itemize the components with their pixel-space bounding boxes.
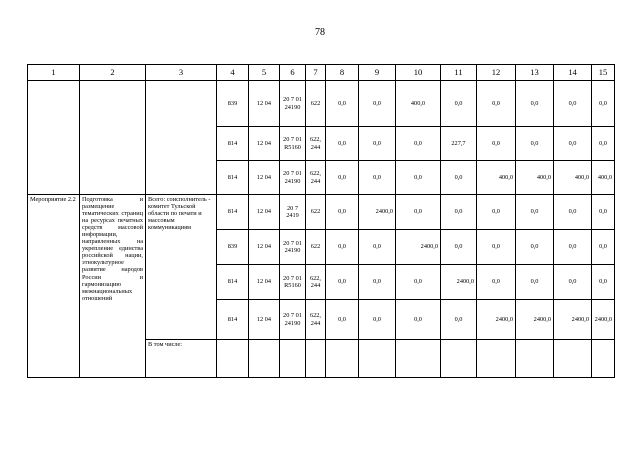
cell-target: 20 7 01 24190: [280, 300, 306, 340]
cell-grbs: 814: [217, 195, 249, 230]
header-cell: 15: [592, 65, 615, 81]
cell-value: 0,0: [326, 127, 359, 161]
cell-grbs: 839: [217, 81, 249, 127]
header-cell: 12: [477, 65, 516, 81]
cell-section: 12 04: [249, 81, 280, 127]
cell-value: 0,0: [516, 195, 554, 230]
cell-value: 2400,0: [396, 230, 441, 265]
cell-section: 12 04: [249, 300, 280, 340]
empty-cell: [592, 340, 615, 378]
cell-value: 0,0: [592, 127, 615, 161]
cell-type: 622: [306, 81, 326, 127]
cell-value: 0,0: [592, 195, 615, 230]
table-row: [28, 81, 615, 127]
cell-value: 0,0: [326, 195, 359, 230]
cell-grbs: 814: [217, 161, 249, 195]
empty-cell: [80, 81, 146, 195]
cell-target: 20 7 01 24190: [280, 230, 306, 265]
cell-value: 400,0: [554, 161, 592, 195]
header-cell: 10: [396, 65, 441, 81]
empty-cell: [28, 81, 80, 195]
cell-value: 0,0: [326, 230, 359, 265]
cell-value: 2400,0: [441, 265, 477, 300]
cell-value: 2400,0: [554, 300, 592, 340]
cell-value: 0,0: [396, 195, 441, 230]
cell-section: 12 04: [249, 265, 280, 300]
measure-executor: Всего: соисполнитель - комитет Тульской области по печати и массовым коммуникациям: [146, 195, 217, 340]
cell-value: 0,0: [554, 127, 592, 161]
cell-value: 0,0: [592, 265, 615, 300]
cell-value: 0,0: [326, 265, 359, 300]
cell-value: 2400,0: [359, 195, 396, 230]
header-cell: 6: [280, 65, 306, 81]
header-cell: 9: [359, 65, 396, 81]
empty-cell: [441, 340, 477, 378]
cell-value: 0,0: [326, 161, 359, 195]
cell-value: 400,0: [477, 161, 516, 195]
cell-value: 0,0: [359, 127, 396, 161]
cell-value: 0,0: [477, 230, 516, 265]
cell-value: 0,0: [359, 230, 396, 265]
cell-value: 0,0: [441, 230, 477, 265]
header-row: [28, 65, 615, 81]
cell-value: 0,0: [396, 265, 441, 300]
cell-value: 0,0: [441, 161, 477, 195]
cell-value: 0,0: [326, 81, 359, 127]
cell-section: 12 04: [249, 230, 280, 265]
header-cell: 14: [554, 65, 592, 81]
cell-value: 0,0: [516, 265, 554, 300]
measure-description: Подготовка и размещение тематических страниц на ресурсах печатных средств массовой информации, направленных на укрепление единства российской нации, этнокультурное развитие народов России и гармонизацию межнациональных отношений: [80, 195, 146, 378]
header-cell: 1: [28, 65, 80, 81]
cell-section: 12 04: [249, 195, 280, 230]
cell-value: 0,0: [554, 265, 592, 300]
cell-value: 0,0: [396, 300, 441, 340]
cell-value: 400,0: [516, 161, 554, 195]
empty-cell: [217, 340, 249, 378]
cell-value: 0,0: [516, 81, 554, 127]
cell-grbs: 814: [217, 265, 249, 300]
cell-target: 20 7 01 R5160: [280, 265, 306, 300]
cell-value: 0,0: [441, 195, 477, 230]
cell-grbs: 814: [217, 300, 249, 340]
empty-cell: [396, 340, 441, 378]
empty-cell: [359, 340, 396, 378]
header-cell: 11: [441, 65, 477, 81]
measure-label: Мероприятие 2.2: [28, 195, 80, 378]
in-total-label: В том числе:: [146, 340, 217, 378]
cell-target: 20 7 01 24190: [280, 81, 306, 127]
cell-value: 0,0: [477, 195, 516, 230]
header-cell: 2: [80, 65, 146, 81]
cell-value: 227,7: [441, 127, 477, 161]
cell-value: 0,0: [554, 195, 592, 230]
cell-value: 0,0: [477, 127, 516, 161]
cell-type: 622, 244: [306, 161, 326, 195]
cell-value: 0,0: [516, 230, 554, 265]
cell-value: 0,0: [477, 81, 516, 127]
cell-value: 0,0: [477, 265, 516, 300]
cell-value: 0,0: [592, 230, 615, 265]
empty-cell: [516, 340, 554, 378]
cell-value: 2400,0: [516, 300, 554, 340]
cell-grbs: 814: [217, 127, 249, 161]
cell-grbs: 839: [217, 230, 249, 265]
cell-value: 2400,0: [592, 300, 615, 340]
cell-value: 0,0: [396, 161, 441, 195]
empty-cell: [326, 340, 359, 378]
cell-value: 0,0: [359, 81, 396, 127]
cell-target: 20 7 01 R5160: [280, 127, 306, 161]
header-cell: 4: [217, 65, 249, 81]
cell-target: 20 7 2419: [280, 195, 306, 230]
header-cell: 8: [326, 65, 359, 81]
cell-type: 622, 244: [306, 300, 326, 340]
cell-type: 622, 244: [306, 265, 326, 300]
header-cell: 5: [249, 65, 280, 81]
cell-value: 0,0: [516, 127, 554, 161]
cell-value: 400,0: [396, 81, 441, 127]
empty-cell: [280, 340, 306, 378]
cell-type: 622: [306, 195, 326, 230]
cell-type: 622, 244: [306, 127, 326, 161]
header-cell: 3: [146, 65, 217, 81]
cell-value: 0,0: [441, 300, 477, 340]
cell-target: 20 7 01 24190: [280, 161, 306, 195]
cell-value: 2400,0: [477, 300, 516, 340]
cell-value: 0,0: [396, 127, 441, 161]
empty-cell: [477, 340, 516, 378]
empty-cell: [306, 340, 326, 378]
cell-value: 0,0: [592, 81, 615, 127]
cell-section: 12 04: [249, 127, 280, 161]
cell-value: 0,0: [441, 81, 477, 127]
cell-value: 0,0: [554, 230, 592, 265]
table-row: [28, 195, 615, 230]
empty-cell: [249, 340, 280, 378]
cell-value: 0,0: [359, 265, 396, 300]
header-cell: 13: [516, 65, 554, 81]
cell-value: 0,0: [326, 300, 359, 340]
cell-value: 0,0: [359, 161, 396, 195]
header-cell: 7: [306, 65, 326, 81]
cell-value: 400,0: [592, 161, 615, 195]
cell-value: 0,0: [554, 81, 592, 127]
empty-cell: [146, 81, 217, 195]
cell-section: 12 04: [249, 161, 280, 195]
cell-value: 0,0: [359, 300, 396, 340]
cell-type: 622: [306, 230, 326, 265]
page-number: 78: [315, 27, 325, 38]
empty-cell: [554, 340, 592, 378]
budget-table: [27, 64, 615, 378]
